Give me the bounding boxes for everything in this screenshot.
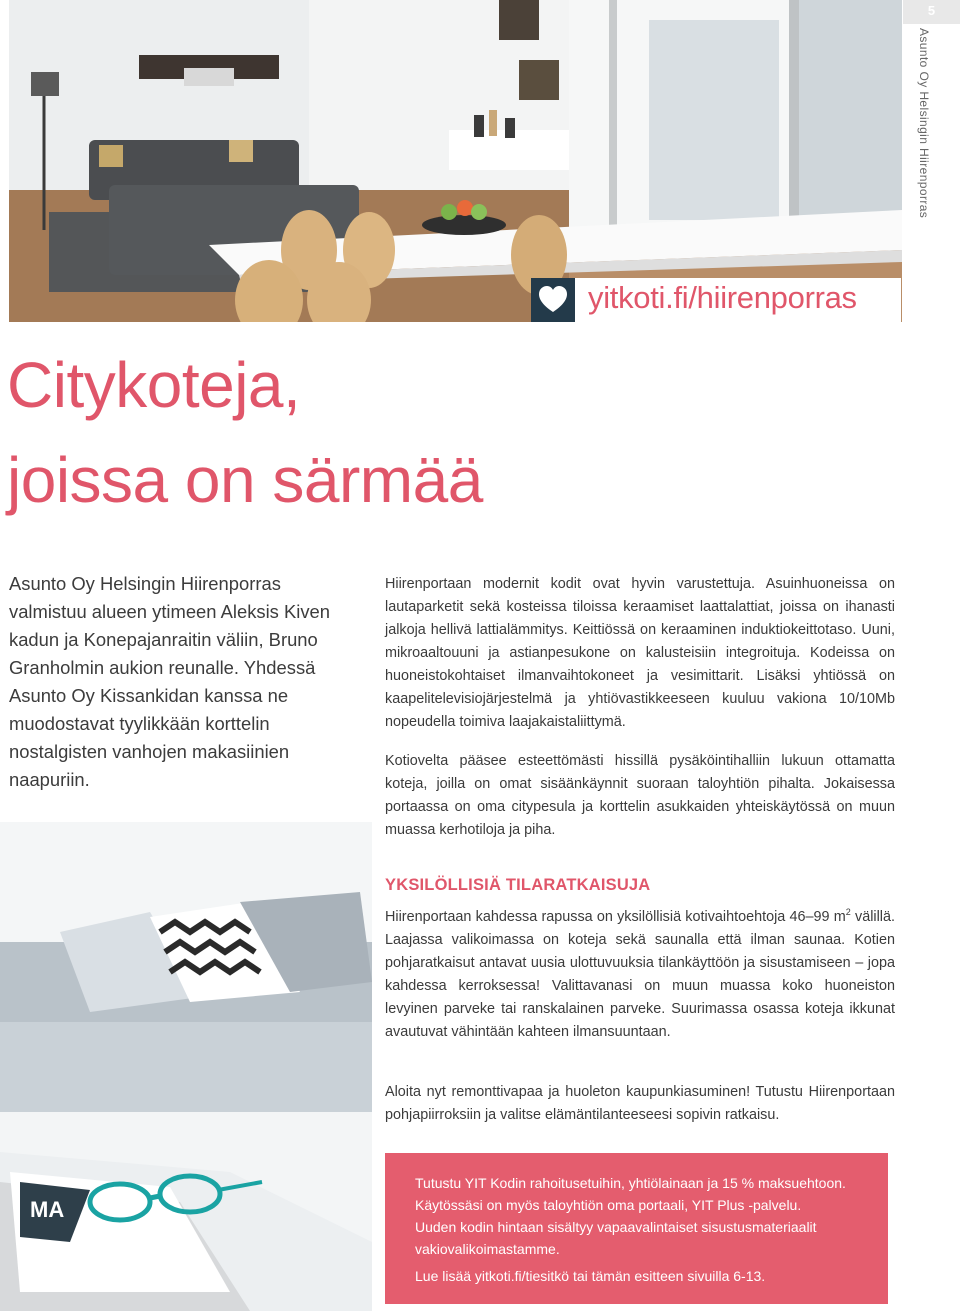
- info-read-more-line[interactable]: Lue lisää yitkoti.fi/tiesitkö tai tämän esitteen sivuilla 6-13.: [415, 1268, 766, 1284]
- square-superscript: 2: [845, 907, 851, 917]
- info-box-text: [415, 1172, 875, 1260]
- body-paragraph-call-to-action: Aloita nyt remonttivapaa ja huoleton kaupunkiasuminen! Tutustu Hiirenportaan pohjapiirroksiin ja valitse elämäntilanteeseesi sopivin ratkaisu.: [385, 1084, 895, 1123]
- body-paragraph-access: Kotiovelta pääsee esteettömästi hissillä pysäköintihalliin lukuun ottamatta koteja, joilla on omat sisäänkäynnit suoraan taloyhtiön pihalta. Jokaisessa portaassa on oma citypesula ja korttelin asukkaiden yhteiskäytössä on muun muassa kerhotiloja ja piha.: [385, 753, 895, 838]
- body-paragraph-layouts: [385, 901, 895, 1044]
- heart-badge: [531, 278, 575, 322]
- website-url[interactable]: yitkoti.fi/hiirenporras: [588, 280, 857, 315]
- info-box-link-text: [415, 1265, 875, 1287]
- layouts-text-end: välillä. Laajassa valikoimassa on koteja sekä saunalla että ilman saunaa. Kotien pohjaratkaisut antavat uusia ulottuvuuksia tilankäyttöön ja sisustamiseen – jopa kahdessa kerroksessa! Valittavanasi on muun muassa koko huoneiston levyinen parveke tai ranskalainen parveke. Suurimassa osassa koteja ikkunat avautuvat vähintään kahteen ilmansuuntaan.: [385, 908, 895, 1040]
- svg-text:MA: MA: [30, 1197, 65, 1222]
- info-financing-line: Tutustu YIT Kodin rahoitusetuihin, yhtiölainaan ja 15 % maksuehtoon.: [415, 1175, 846, 1191]
- sofa-magazine-photo: [0, 822, 372, 1311]
- info-materials-line-2: vakiovalikoimastamme.: [415, 1241, 560, 1257]
- info-materials-line: Uuden kodin hintaan sisältyy vapaavalintaiset sisustusmateriaalit: [415, 1219, 817, 1235]
- body-paragraph-equipment: Hiirenportaan modernit kodit ovat hyvin varustettuja. Asuinhuoneissa on lautaparketit sekä kosteissa tiloissa keraamiset laattalattiat, joissa on ihanasti jalkoja hellivä lattialämmitys. Keittiössä on keraaminen induktiokeittotaso. Uuni, mikroaaltouuni ja astianpesukone on kalusteisiin integroituja. Kodeissa on huoneistokohtaiset ilmanvaihtokoneet ja vesimittarit. Lisäksi yhtiössä on kaapelitelevisiojärjestelmä ja yhtiövastikkeeseen kuuluu vakiona 10/10Mb nopeudella toimiva laajakaistaliittymä.: [385, 576, 895, 730]
- layouts-text-start: Hiirenportaan kahdessa rapussa on yksilöllisiä kotivaihtoehtoja 46–99 m: [385, 908, 846, 925]
- side-title-container: [914, 28, 948, 238]
- page-number: 5: [927, 3, 936, 18]
- side-title: Asunto Oy Helsingin Hiirenporras: [917, 28, 931, 219]
- heart-icon: [531, 278, 575, 322]
- section-heading: YKSILÖLLISIÄ TILARATKAISUJA: [385, 876, 651, 894]
- headline-line-2: joissa on särmää: [7, 444, 483, 516]
- headline-line-1: Citykoteja,: [7, 349, 301, 421]
- intro-paragraph: Asunto Oy Helsingin Hiirenporras valmistuu alueen ytimeen Aleksis Kiven kadun ja Konepajanraitin väliin, Bruno Granholmin aukion reunalle. Yhdessä Asunto Oy Kissankidan kanssa ne muodostavat tyylikkään korttelin nostalgisten vanhojen makasiinien naapuriin.: [9, 573, 330, 790]
- hero-photo-living-room: [9, 0, 902, 322]
- info-portal-line: Käytössäsi on myös taloyhtiön oma portaali, YIT Plus -palvelu.: [415, 1197, 802, 1213]
